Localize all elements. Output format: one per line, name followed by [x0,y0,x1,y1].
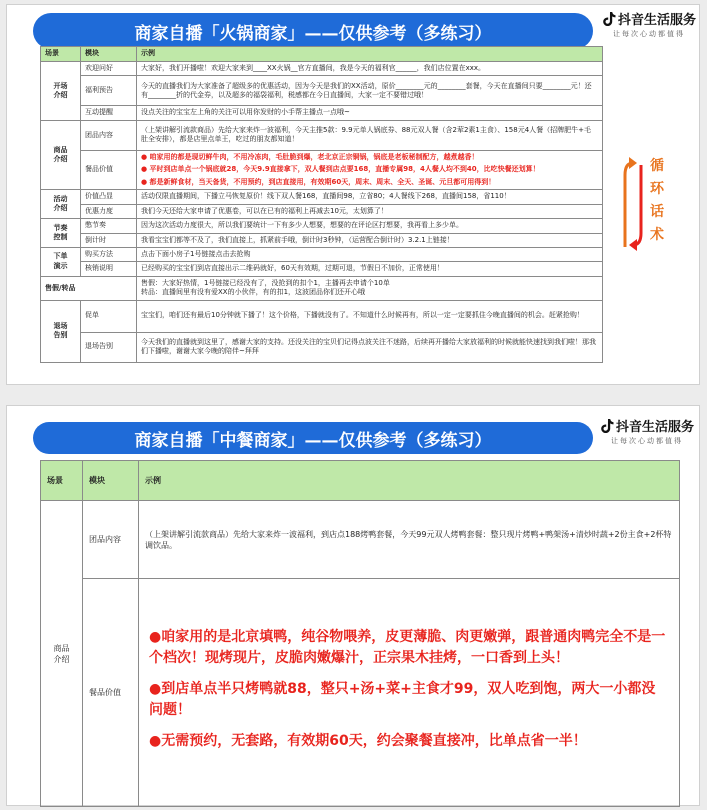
example-cell: 我们今天还给大家申请了优惠卷，可以在已有的福利上再减去10元，太划算了！ [137,204,603,218]
example-cell: 大家好，我们开播啦！欢迎大家来到____XX火锅__官方直播间，我是今天的福利官______，我们店位置在xxx。 [137,62,603,76]
table-row [41,276,603,300]
brand-name: 抖音生活服务 [616,420,695,435]
scene-label: 商品 介绍 [53,145,68,164]
table-header-row [41,461,680,501]
example-cell: 我看宝宝们都等不及了，我们直接上，抓紧前手哦，倒计时3秒钟，（运营配合倒计时）3.2.1上链接！ [137,233,603,247]
scene-cell [41,190,81,219]
table-row [41,247,603,261]
value-line: ● 都是新鲜食材，当天备货，不用预约，到店直接用，有效期60天，周末、周末、全天、圣诞、元旦都可用得到！ [141,177,496,186]
example-cell [137,150,603,189]
module-cell: 倒计时 [81,233,137,247]
loop-char: 环 [650,181,664,197]
table-row [41,219,603,233]
example-cell: （上架讲解引流款商品）先给大家来炸一波福利，到店点188烤鸭套餐，今天99元双人烤鸭套餐：整只现片烤鸭+鸭架汤+清炒时蔬+2份主食+2杯特调饮品。 [139,501,680,579]
example-cell [139,579,680,807]
module-cell: 购买方法 [81,247,137,261]
example-cell: 今天的直播我们为大家准备了超级多的优惠活动，因为今天是我们的XX活动，原价________元的________套餐，今天在直播间只要________元！还有________折的代金券，以及超多的福袋福利，税感都在今日直播间，大家一定不要错过哦！ [137,76,603,106]
module-cell: 憋节奏 [81,219,137,233]
module-cell: 团品内容 [83,501,139,579]
scene-label: 活动 介绍 [53,194,68,213]
slide-chinese-food [6,405,700,806]
value-line: ●无需预约，无套路，有效期60天，约会聚餐直接冲，比单点省一半！ [149,733,587,749]
value-line: ● 咱家用的都是现切鲜牛肉，不用冷冻肉，毛肚脆到爆，老北京正宗铜锅，锅底是老板秘制配方，越煮越香！ [141,152,479,161]
table-row [41,332,603,362]
scene-label: 退场 告别 [53,321,68,340]
module-cell: 互动提醒 [81,106,137,120]
header-module: 模块 [81,47,137,62]
scene-label: 商品 介绍 [53,643,70,664]
scene-cell: 售假/转品 [41,276,137,300]
example-cell: 宝宝们，咱们还有最后10分钟就下播了！这个价格，下播就没有了。不知道什么时候再有，所以一定一定要抓住今晚直播间的机会。赶紧抢购！ [137,300,603,332]
example-cell: 已经购买的宝宝们到店直接出示二维码就好，60天有效期，过期可退，节假日不加价，正常使用！ [137,262,603,276]
script-table-hotpot [40,46,603,363]
example-cell: 因为这次活动力度很大，所以我们要统计一下有多少人想要，想要的在评论区打想要，我再看上多少单。 [137,219,603,233]
table-row [41,262,603,276]
module-cell: 欢迎问好 [81,62,137,76]
scene-cell [41,219,81,248]
table-row [41,120,603,150]
value-line: ●到店单点半只烤鸭就88，整只+汤+菜+主食才99，双人吃到饱，两大一小都没问题！ [149,681,656,718]
table-row [41,106,603,120]
table-row [41,233,603,247]
page-title: 商家自播「中餐商家」——仅供参考（多练习） [33,422,593,454]
loop-label [647,155,667,247]
module-cell: 价值凸显 [81,190,137,204]
header-scene: 场景 [41,47,81,62]
table-row [41,579,680,807]
table-row [41,150,603,189]
brand-slogan: 让每次心动都值得 [611,437,683,445]
scene-cell [41,501,83,807]
value-line: ● 平时到店单点一个锅底就28，今天9.9直接拿下，双人餐到店点要168，直播专属98，4人餐人均不到40，比吃快餐还划算！ [141,165,540,174]
module-cell: 核销说明 [81,262,137,276]
loop-char: 循 [650,158,664,174]
example-cell: 今天我们的直播就到这里了，感谢大家的支持。还没关注的宝贝们记得点波关注不迷路，后续再开播给大家放福利的时候就能快速找到我们啦！那我们下播啦，谢谢大家今晚的陪伴~拜拜 [137,332,603,362]
header-module: 模块 [83,461,139,501]
example-cell: 售假：大家好热情，1号链接已经没有了，没抢到的扣个1，主播再去申请个10单 转品：直播间里有没有爱XX的小伙伴，有的扣1，这波团品你们还开心哦 [137,276,603,300]
table-row [41,190,603,204]
table-row [41,300,603,332]
example-cell: 活动仅限直播期间，下播立马恢复原价！线下双人餐168，直播间98，立省80；4人餐线下268，直播间158，省110！ [137,190,603,204]
scene-cell [41,120,81,189]
header-example: 示例 [139,461,680,501]
scene-cell [41,247,81,276]
module-cell: 福利预告 [81,76,137,106]
header-scene: 场景 [41,461,83,501]
module-cell: 退场告别 [81,332,137,362]
table-row [41,76,603,106]
loop-char: 话 [650,204,664,220]
brand-name: 抖音生活服务 [618,13,697,28]
brand-slogan: 让每次心动都值得 [613,30,685,38]
scene-label: 开场 介绍 [53,81,68,99]
tiktok-icon [602,11,616,27]
example-cell: （上架讲解引流款商品）先给大家来炸一波福利，今天主推5款：9.9元单人锅底券、88元双人餐（含2荤2素1主食）、158元4人餐（招牌肥牛+毛肚全安排），都是店里点单王，吃过的朋友都知道！ [137,120,603,150]
table-row [41,204,603,218]
module-cell: 优惠力度 [81,204,137,218]
value-line: ●咱家用的是北京填鸭，纯谷物喂养，皮更薄脆、肉更嫩弹，跟普通肉鸭完全不是一个档次！现烤现片，皮脆肉嫩爆汁，正宗果木挂烤，一口香到上头！ [149,629,666,666]
table-header-row [41,47,603,62]
table-row [41,62,603,76]
tiktok-icon [600,418,614,434]
example-cell: 点击下面小房子1号链接点击去抢购 [137,247,603,261]
module-cell: 促单 [81,300,137,332]
page-title: 商家自播「火锅商家」——仅供参考（多练习） [33,13,593,49]
module-cell: 餐品价值 [81,150,137,189]
scene-cell [41,300,81,362]
table-row [41,501,680,579]
example-cell: 没点关注的宝宝左上角的关注可以用你发财的小手帮主播点一点哦~ [137,106,603,120]
loop-char: 术 [650,227,664,243]
header-example: 示例 [137,47,603,62]
scene-label: 节奏 控制 [53,223,68,241]
scene-label: 下单 演示 [53,252,68,270]
slide-hotpot [6,4,700,385]
scene-cell [41,62,81,121]
script-table-chinese [40,460,680,807]
module-cell: 餐品价值 [83,579,139,807]
brand-logo [602,9,696,39]
brand-logo [600,416,694,446]
module-cell: 团品内容 [81,120,137,150]
